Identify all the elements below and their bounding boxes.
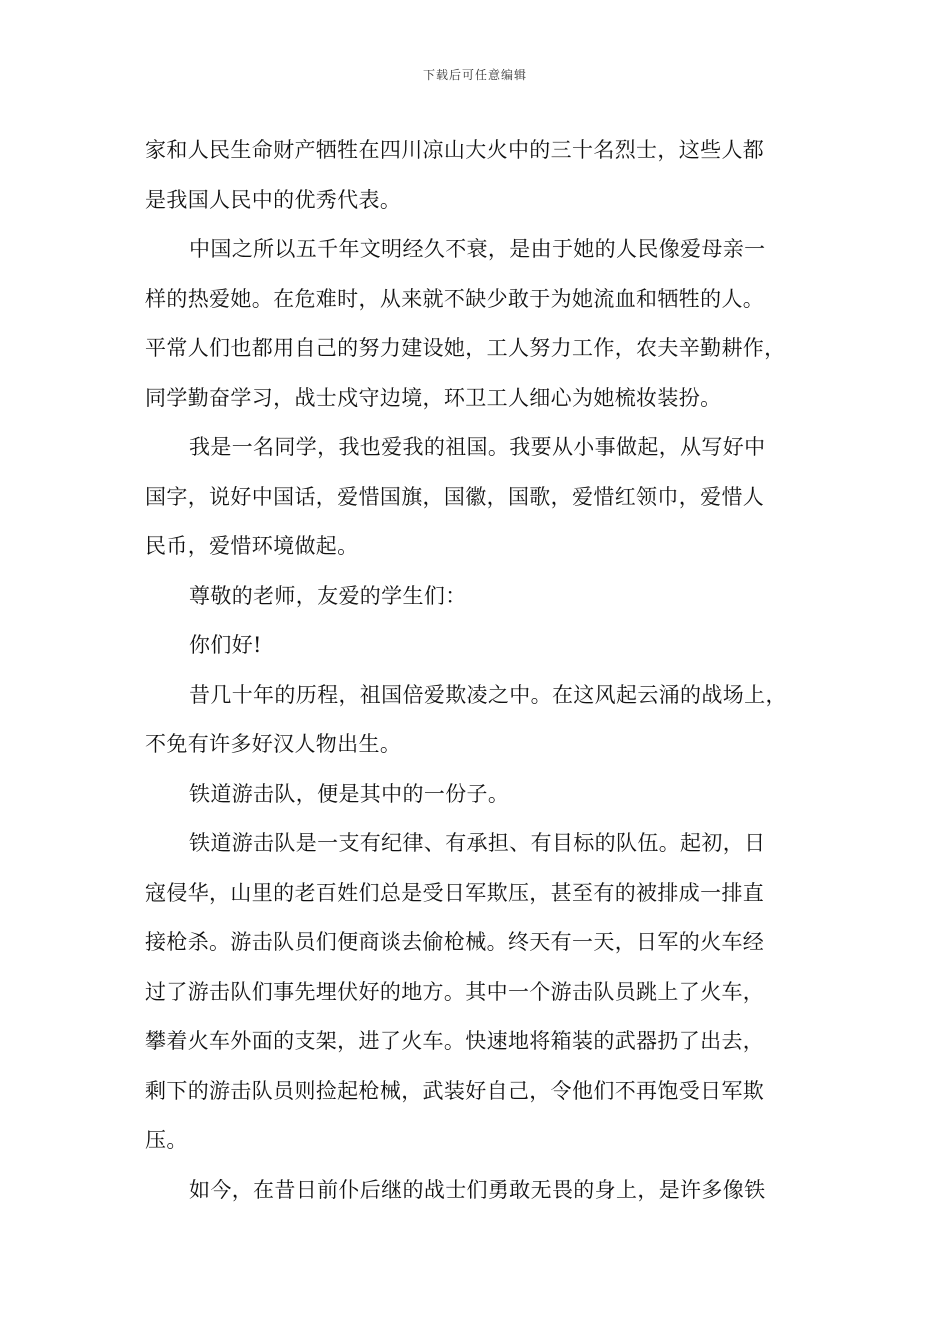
text-line: 中国之所以五千年文明经久不衰，是由于她的人民像爱母亲一	[189, 237, 766, 261]
text-line: 接枪杀。游击队员们便商谈去偷枪械。终天有一天，日军的火车经	[145, 930, 765, 954]
text-line: 是我国人民中的优秀代表。	[145, 187, 402, 212]
text-line: 家和人民生命财产牺牲在四川凉山大火中的三十名烈士，这些人都	[145, 138, 765, 162]
text-line: 不免有许多好汉人物出生。	[145, 732, 402, 756]
text-line: 压。	[145, 1128, 188, 1152]
text-line: 民币，爱惜环境做起。	[145, 534, 359, 558]
text-line: 剩下的游击队员则捡起枪械，武装好自己，令他们不再饱受日军欺	[145, 1078, 765, 1103]
text-line: 铁道游击队是一支有纪律、有承担、有目标的队伍。起初，日	[189, 831, 766, 855]
text-line: 昔几十年的历程，祖国倍爱欺凌之中。在这风起云涌的战场上，	[189, 682, 787, 707]
page-header: 下载后可任意编辑	[422, 68, 527, 82]
text-line: 铁道游击队，便是其中的一份子。	[189, 781, 510, 806]
text-line: 如今，在昔日前仆后继的战士们勇敢无畏的身上，是许多像铁	[189, 1177, 766, 1202]
text-line: 我是一名同学，我也爱我的祖国。我要从小事做起，从写好中	[189, 435, 766, 459]
text-line: 过了游击队们事先埋伏好的地方。其中一个游击队员跳上了火车，	[145, 979, 765, 1004]
text-line: 同学勤奋学习，战士戍守边境，环卫工人细心为她梳妆装扮。	[145, 385, 722, 410]
text-line: 尊敬的老师，友爱的学生们：	[189, 583, 467, 608]
text-line: 寇侵华，山里的老百姓们总是受日军欺压，甚至有的被排成一排直	[145, 880, 765, 905]
text-line: 平常人们也都用自己的努力建设她，工人努力工作，农夫辛勤耕作，	[145, 336, 786, 360]
text-line: 你们好!	[189, 633, 262, 657]
text-line: 国字，说好中国话，爱惜国旗，国徽，国歌，爱惜红领巾，爱惜人	[145, 484, 765, 509]
text-line: 攀着火车外面的支架，进了火车。快速地将箱装的武器扔了出去，	[145, 1029, 765, 1053]
document-body	[145, 126, 805, 1215]
text-line: 样的热爱她。在危难时，从来就不缺少敢于为她流血和牺牲的人。	[145, 286, 765, 311]
